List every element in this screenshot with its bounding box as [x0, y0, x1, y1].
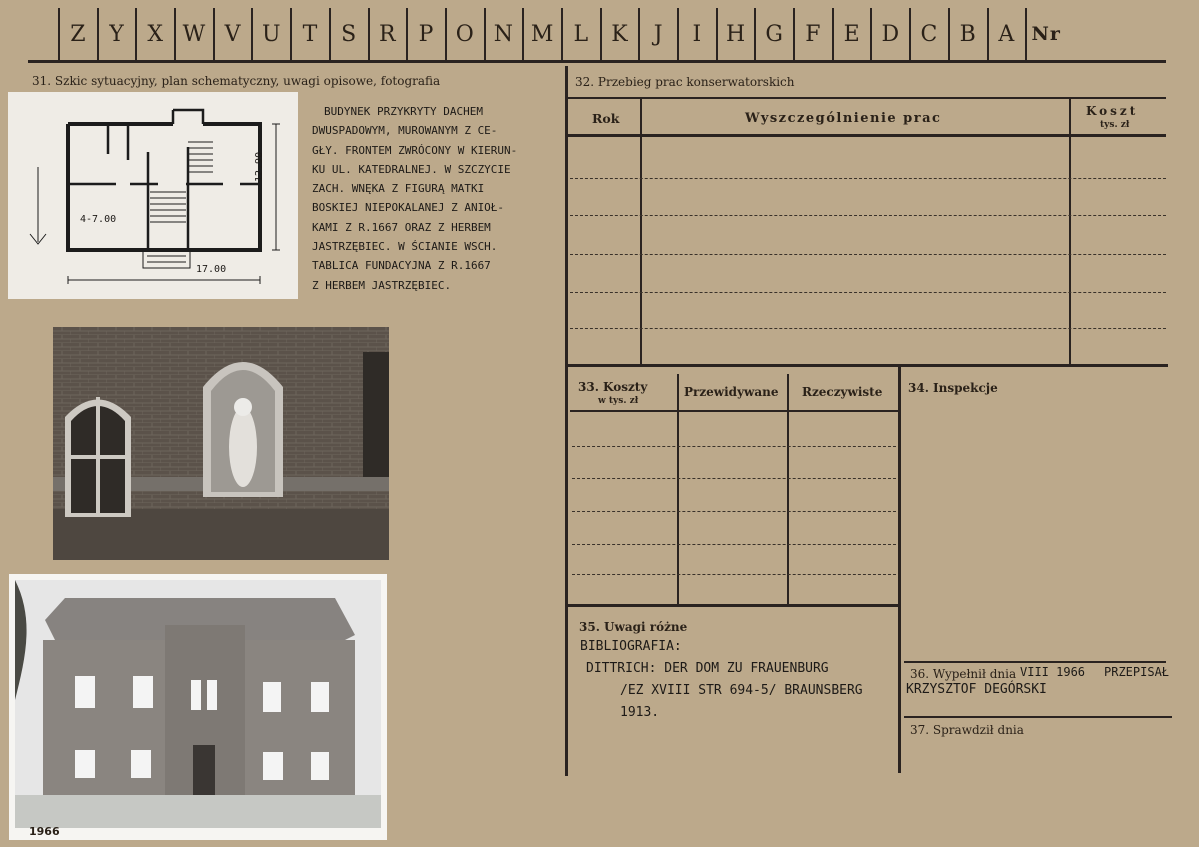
floor-plan-drawing [8, 92, 298, 299]
s33-row-line [572, 574, 896, 575]
niche-photo-image [53, 327, 389, 560]
s34-vertical-divider [898, 367, 901, 773]
s36-top-line [904, 661, 1166, 663]
section37-title: 37. Sprawdził dnia [910, 723, 1024, 737]
bibliography [580, 636, 863, 724]
section33-unit: w tys. zł [598, 396, 639, 406]
letter-cell: H [716, 8, 755, 60]
s32-col-year: Rok [592, 111, 620, 126]
section36-note-a: PRZEPISAŁ [1104, 665, 1170, 679]
dim-left-label: 4-7.00 [80, 214, 117, 225]
s32-col-cost-unit: tys. zł [1100, 120, 1130, 130]
s32-row-line [570, 178, 1166, 179]
s33-col-divider-2 [787, 374, 789, 604]
photo-year-stamp: 1966 [29, 825, 60, 838]
s33-row-line [572, 544, 896, 545]
letter-index-row [58, 8, 1065, 60]
letter-cell: M [522, 8, 561, 60]
letter-cell: E [832, 8, 871, 60]
description-line: DWUSPADOWYM, MUROWANYM Z CE- [312, 124, 498, 138]
section36-note-b: KRZYSZTOF DEGÓRSKI [906, 682, 1047, 697]
description-line: ZACH. WNĘKA Z FIGURĄ MATKI [312, 182, 485, 196]
s33-col-divider-1 [677, 374, 679, 604]
s33-row-line [572, 478, 896, 479]
letter-cell: Y [97, 8, 136, 60]
niche-photo [53, 327, 389, 560]
nr-label: Nr [1025, 8, 1065, 60]
main-vertical-divider [565, 66, 568, 776]
header-divider [28, 60, 1166, 63]
description-line: BOSKIEJ NIEPOKALANEJ Z ANIOŁ- [312, 201, 505, 215]
building-photo [9, 574, 387, 840]
s32-col-divider-2 [1069, 97, 1071, 365]
letter-cell: Z [58, 8, 97, 60]
floor-plan-sketch [8, 92, 298, 299]
section33-title: 33. Koszty [578, 380, 648, 394]
description-line: BUDYNEK PRZYKRYTY DACHEM [324, 105, 483, 118]
s33-col-actual: Rzeczywiste [802, 385, 883, 399]
letter-cell: T [290, 8, 329, 60]
letter-cell: B [948, 8, 987, 60]
s33-header-line [570, 410, 898, 412]
letter-cell: I [677, 8, 716, 60]
s33-col-planned: Przewidywane [684, 385, 779, 399]
section36-date: VIII 1966 [1020, 665, 1086, 679]
s37-top-line [904, 716, 1172, 718]
section32-title: 32. Przebieg prac konserwatorskich [575, 75, 795, 89]
letter-cell: P [406, 8, 445, 60]
letter-cell: C [909, 8, 948, 60]
biblio-title: BIBLIOGRAFIA: [580, 639, 682, 654]
s32-col-detail: Wyszczególnienie prac [745, 111, 942, 126]
s32-col-divider-1 [640, 97, 642, 365]
letter-cell: K [600, 8, 639, 60]
section31-title: 31. Szkic sytuacyjny, plan schematyczny, uwagi opisowe, fotografia [32, 74, 441, 88]
letter-cell: O [445, 8, 484, 60]
letter-cell: D [870, 8, 909, 60]
section34-title: 34. Inspekcje [908, 381, 998, 395]
s32-row-line [570, 254, 1166, 255]
letter-cell: G [754, 8, 793, 60]
letter-cell: W [174, 8, 213, 60]
biblio-line: DITTRICH: DER DOM ZU FRAUENBURG [586, 661, 829, 676]
biblio-line: /EZ XVIII STR 694-5/ BRAUNSBERG [620, 683, 863, 698]
s32-col-cost: Koszt [1086, 104, 1139, 118]
letter-cell: F [793, 8, 832, 60]
s33-row-line [572, 511, 896, 512]
description-line: KAMI Z R.1667 ORAZ Z HERBEM [312, 220, 491, 234]
s32-row-line [570, 215, 1166, 216]
description-line: JASTRZĘBIEC. W ŚCIANIE WSCH. [312, 240, 498, 254]
letter-cell: R [368, 8, 407, 60]
section35-title: 35. Uwagi różne [579, 620, 688, 634]
section36-title: 36. Wypełnił dnia [910, 667, 1017, 681]
letter-cell: X [135, 8, 174, 60]
s33-bottom-line [568, 604, 900, 607]
s32-header-line [568, 134, 1166, 137]
letter-cell: N [484, 8, 523, 60]
letter-cell: S [329, 8, 368, 60]
s32-row-line [570, 328, 1166, 329]
letter-cell: J [638, 8, 677, 60]
letter-cell: A [987, 8, 1026, 60]
building-description [312, 102, 562, 295]
letter-cell: L [561, 8, 600, 60]
s33-row-line [572, 446, 896, 447]
letter-cell: V [213, 8, 252, 60]
s32-bottom-line [568, 364, 1168, 367]
description-line: KU UL. KATEDRALNEJ. W SZCZYCIE [312, 162, 511, 176]
description-line: Z HERBEM JASTRZĘBIEC. [312, 278, 452, 292]
biblio-line: 1913. [620, 705, 660, 720]
s32-top-line [568, 97, 1166, 99]
dim-width-label: 17.00 [196, 264, 227, 275]
building-photo-image [15, 580, 381, 828]
description-line: TABLICA FUNDACYJNA Z R.1667 [312, 259, 491, 273]
s32-row-line [570, 292, 1166, 293]
description-line: GŁY. FRONTEM ZWRÓCONY W KIERUN- [312, 143, 518, 157]
dim-depth-label: 12.90 [254, 151, 265, 182]
letter-cell: U [251, 8, 290, 60]
